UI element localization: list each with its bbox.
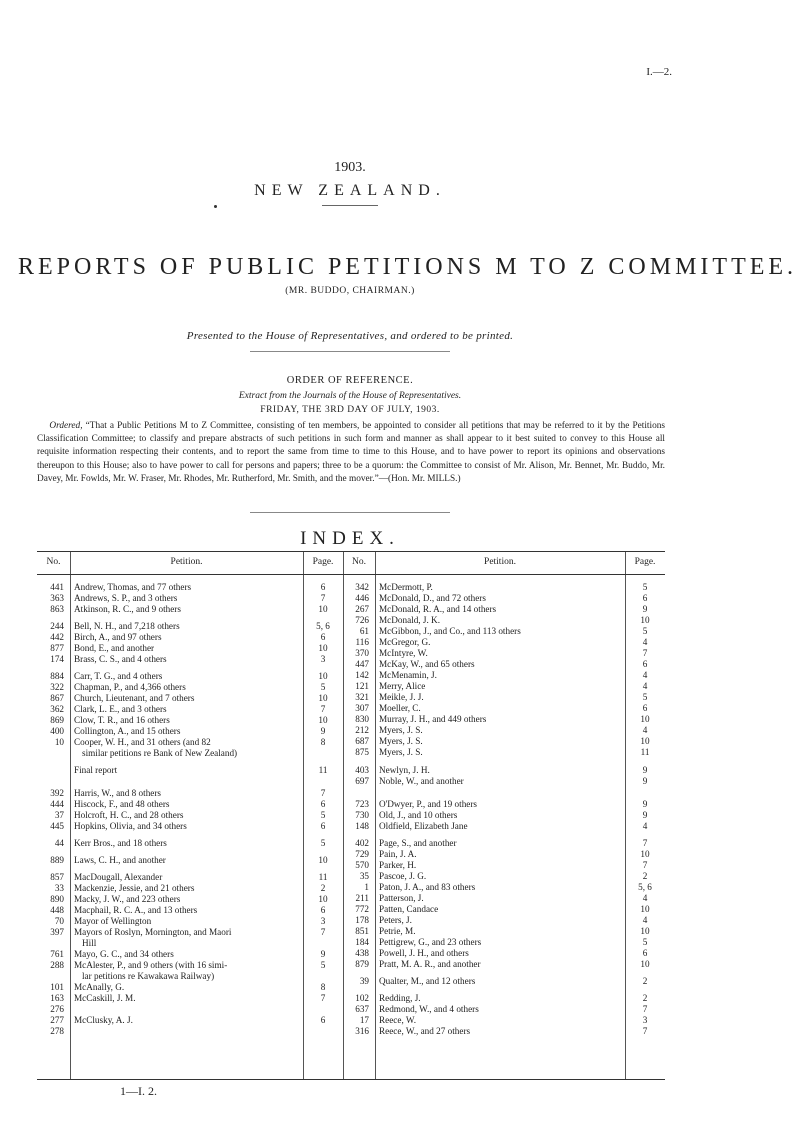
entry-petition: Reece, W., and 27 others <box>379 1026 471 1036</box>
entry-number: 879 <box>355 959 369 969</box>
entry-petition: Old, J., and 10 others <box>379 810 458 820</box>
order-lead: Ordered, <box>49 421 83 431</box>
entry-page: 7 <box>320 704 326 714</box>
entry-page: 3 <box>320 916 326 926</box>
entry-number: 884 <box>50 671 64 681</box>
entry-page: 9 <box>642 604 648 614</box>
entry-number: 445 <box>50 821 64 831</box>
entry-page: 2 <box>642 976 648 986</box>
header-page-right: Page. <box>634 557 656 567</box>
entry-petition: McDonald, D., and 72 others <box>379 593 486 603</box>
entry-petition: Redmond, W., and 4 others <box>379 1004 479 1014</box>
entry-petition: Mayor of Wellington <box>74 916 152 926</box>
entry-number: 442 <box>50 632 64 642</box>
entry-petition: O'Dwyer, P., and 19 others <box>379 799 477 809</box>
entry-number: 184 <box>355 937 369 947</box>
entry-petition: Merry, Alice <box>379 681 426 691</box>
entry-petition: Pain, J. A. <box>379 849 417 859</box>
entry-petition: Mackenzie, Jessie, and 21 others <box>74 883 195 893</box>
entry-number: 875 <box>355 747 369 757</box>
entry-page: 11 <box>640 747 650 757</box>
entry-page: 6 <box>320 632 326 642</box>
entry-page: 10 <box>318 693 328 703</box>
entry-page: 4 <box>642 637 648 647</box>
entry-page: 2 <box>642 871 648 881</box>
entry-page: 6 <box>642 593 648 603</box>
entry-page: 6 <box>320 799 326 809</box>
entry-petition: Newlyn, J. H. <box>379 765 430 775</box>
header-petition-right: Petition. <box>484 557 516 567</box>
entry-number: 863 <box>50 604 64 614</box>
entry-number: 392 <box>50 788 64 798</box>
entry-petition: McCaskill, J. M. <box>74 993 136 1003</box>
entry-number: 397 <box>50 927 64 937</box>
entry-number: 278 <box>50 1026 64 1036</box>
entry-number: 370 <box>355 648 369 658</box>
entry-petition: Oldfield, Elizabeth Jane <box>379 821 468 831</box>
entry-number: 1 <box>364 882 369 892</box>
entry-number: 723 <box>355 799 369 809</box>
entry-number: 44 <box>54 838 64 848</box>
entry-petition: Paton, J. A., and 83 others <box>379 882 476 892</box>
entry-page: 6 <box>320 905 326 915</box>
entry-number: 889 <box>50 855 64 865</box>
entry-petition: McMenamin, J. <box>379 670 437 680</box>
entry-page: 7 <box>320 593 326 603</box>
entry-page: 7 <box>642 1026 648 1036</box>
entry-number: 730 <box>355 810 369 820</box>
entry-petition: Myers, J. S. <box>379 736 423 746</box>
header-petition-left: Petition. <box>170 557 203 567</box>
entry-number: 830 <box>355 714 369 724</box>
entry-page: 5 <box>642 626 648 636</box>
entry-number: 444 <box>50 799 64 809</box>
entry-petition: Pratt, M. A. R., and another <box>379 959 481 969</box>
entry-page: 3 <box>642 1015 648 1025</box>
entry-number: 102 <box>355 993 369 1003</box>
entry-number: 163 <box>50 993 64 1003</box>
entry-page: 6 <box>642 659 648 669</box>
entry-number: 288 <box>50 960 64 970</box>
entry-number: 726 <box>355 615 369 625</box>
entry-petition: Petrie, M. <box>379 926 416 936</box>
entry-petition: Harris, W., and 8 others <box>74 788 162 798</box>
entry-number: 761 <box>50 949 64 959</box>
entry-page: 7 <box>320 788 326 798</box>
entry-number: 10 <box>54 737 64 747</box>
entry-page: 3 <box>320 654 326 664</box>
presented-line: Presented to the House of Representatives, and ordered to be printed. <box>186 330 514 342</box>
entry-page: 10 <box>640 849 650 859</box>
entry-page: 5 <box>320 682 326 692</box>
entry-petition: Hopkins, Olivia, and 34 others <box>74 821 187 831</box>
entry-page: 10 <box>640 959 650 969</box>
entry-number: 211 <box>355 893 369 903</box>
entry-petition: Patten, Candace <box>379 904 439 914</box>
entry-page: 10 <box>318 715 328 725</box>
entry-page: 7 <box>642 648 648 658</box>
entry-petition: Peters, J. <box>379 915 412 925</box>
entry-petition: Reece, W. <box>379 1015 416 1025</box>
entry-number: 212 <box>355 725 369 735</box>
entry-number: 869 <box>50 715 64 725</box>
divider <box>322 205 378 206</box>
entry-page: 9 <box>320 726 326 736</box>
entry-page: 5 <box>320 810 326 820</box>
entry-number: 772 <box>355 904 369 914</box>
order-body <box>37 420 665 486</box>
entry-number: 448 <box>50 905 64 915</box>
column-rule <box>375 552 376 1079</box>
entry-petition: McClusky, A. J. <box>74 1015 133 1025</box>
entry-number: 687 <box>355 736 369 746</box>
entry-number: 363 <box>50 593 64 603</box>
entry-number: 121 <box>355 681 369 691</box>
entry-page: 7 <box>642 860 648 870</box>
entry-page: 6 <box>320 582 326 592</box>
entry-number: 307 <box>355 703 369 713</box>
decorative-dot <box>214 205 217 208</box>
entry-number: 729 <box>355 849 369 859</box>
entry-petition: McAnally, G. <box>74 982 125 992</box>
entry-number: 267 <box>355 604 369 614</box>
entry-petition: Murray, J. H., and 449 others <box>379 714 487 724</box>
entry-number: 403 <box>355 765 369 775</box>
entry-petition: Chapman, P., and 4,366 others <box>74 682 186 692</box>
entry-petition: McGibbon, J., and Co., and 113 others <box>379 626 521 636</box>
entry-number: 867 <box>50 693 64 703</box>
entry-petition: Brass, C. S., and 4 others <box>74 654 167 664</box>
entry-page: 4 <box>642 670 648 680</box>
entry-petition: Bond, E., and another <box>74 643 155 653</box>
entry-number: 400 <box>50 726 64 736</box>
entry-petition: Hiscock, F., and 48 others <box>74 799 170 809</box>
header-no-left: No. <box>46 557 61 567</box>
entry-number: 17 <box>359 1015 369 1025</box>
entry-number: 342 <box>355 582 369 592</box>
entry-page: 9 <box>320 949 326 959</box>
entry-petition: lar petitions re Kawakawa Railway) <box>82 971 215 981</box>
chairman-line: (MR. BUDDO, CHAIRMAN.) <box>285 286 415 296</box>
entry-number: 33 <box>54 883 64 893</box>
column-rule <box>343 552 344 1079</box>
page-id: I.—2. <box>646 66 672 78</box>
entry-page: 5 <box>320 838 326 848</box>
entry-petition: McAlester, P., and 9 others (with 16 simi- <box>74 960 228 970</box>
entry-number: 148 <box>355 821 369 831</box>
entry-petition: McDonald, R. A., and 14 others <box>379 604 497 614</box>
entry-petition: Page, S., and another <box>379 838 457 848</box>
year: 1903. <box>334 160 366 175</box>
entry-number: 174 <box>50 654 64 664</box>
entry-page: 9 <box>642 799 648 809</box>
entry-page: 5, 6 <box>638 882 652 892</box>
entry-petition: Macphail, R. C. A., and 13 others <box>74 905 198 915</box>
entry-page: 9 <box>642 765 648 775</box>
entry-petition: Atkinson, R. C., and 9 others <box>74 604 181 614</box>
entry-page: 10 <box>318 855 328 865</box>
entry-number: 276 <box>50 1004 64 1014</box>
entry-page: 10 <box>640 904 650 914</box>
entry-petition: McIntyre, W. <box>379 648 428 658</box>
order-heading: ORDER OF REFERENCE. <box>286 375 414 386</box>
entry-petition: Mayo, G. C., and 34 others <box>74 949 174 959</box>
entry-number: 39 <box>359 976 369 986</box>
entry-number: 37 <box>54 810 64 820</box>
entry-petition: Bell, N. H., and 7,218 others <box>74 621 180 631</box>
entry-number: 857 <box>50 872 64 882</box>
report-title: REPORTS OF PUBLIC PETITIONS M TO Z COMMITTEE. <box>18 254 797 280</box>
entry-page: 4 <box>642 893 648 903</box>
entry-page: 5 <box>642 937 648 947</box>
entry-page: 5 <box>320 960 326 970</box>
entry-page: 11 <box>318 872 328 882</box>
order-text: “That a Public Petitions M to Z Committee, consisting of ten members, be appointed to consider all petitions that may be referred to it by the Petitions Classification Committee; to classify and prepare abstracts of such petitions in such form and manner as shall appear to it best suited to convey to this House all requisite information respecting their contents, and to report the same from time to time to this House, and to have power to report its opinions and observations thereupon to this House; also to have power to call for persons and papers; three to be a quorum: the Committee to consist of Mr. Alison, Mr. Bennet, Mr. Buddo, Mr. Davey, Mr. Fowlds, Mr. W. Fraser, Mr. Rhodes, Mr. Rutherford, Mr. Smith, and the mover.”—(Hon. Mr. MILLS.) <box>37 421 665 484</box>
entry-petition: Meikle, J. J. <box>379 692 424 702</box>
entry-number: 890 <box>50 894 64 904</box>
entry-petition: McDonald, J. K. <box>379 615 440 625</box>
entry-number: 637 <box>355 1004 369 1014</box>
column-rule <box>70 552 71 1079</box>
entry-number: 851 <box>355 926 369 936</box>
divider <box>250 512 450 513</box>
entry-petition: Moeller, C. <box>379 703 421 713</box>
entry-number: 277 <box>50 1015 64 1025</box>
header-rule <box>37 574 665 575</box>
index-table <box>37 551 665 1080</box>
entry-page: 5, 6 <box>316 621 330 631</box>
header-page-left: Page. <box>312 557 334 567</box>
entry-page: 6 <box>642 948 648 958</box>
entry-petition: Final report <box>74 765 118 775</box>
entry-petition: Cooper, W. H., and 31 others (and 82 <box>74 737 211 747</box>
entry-number: 35 <box>359 871 369 881</box>
entry-page: 10 <box>318 894 328 904</box>
entry-page: 10 <box>640 615 650 625</box>
entry-page: 4 <box>642 915 648 925</box>
entry-page: 7 <box>320 927 326 937</box>
entry-petition: McGregor, G. <box>379 637 431 647</box>
entry-page: 8 <box>320 737 326 747</box>
signature-mark: 1—I. 2. <box>120 1084 157 1098</box>
entry-number: 116 <box>355 637 369 647</box>
entry-number: 61 <box>359 626 369 636</box>
entry-petition: Redding, J. <box>379 993 421 1003</box>
entry-petition: McKay, W., and 65 others <box>379 659 475 669</box>
entry-number: 402 <box>355 838 369 848</box>
entry-number: 438 <box>355 948 369 958</box>
entry-page: 10 <box>318 643 328 653</box>
divider <box>250 351 450 352</box>
entry-page: 9 <box>642 810 648 820</box>
entry-page: 6 <box>320 1015 326 1025</box>
entry-petition: similar petitions re Bank of New Zealand) <box>82 748 238 758</box>
entry-petition: Clow, T. R., and 16 others <box>74 715 170 725</box>
entry-petition: Kerr Bros., and 18 others <box>74 838 167 848</box>
order-extract: Extract from the Journals of the House of Representatives. <box>238 391 462 401</box>
entry-petition: Pettigrew, G., and 23 others <box>379 937 482 947</box>
entry-page: 8 <box>320 982 326 992</box>
entry-page: 5 <box>642 692 648 702</box>
entry-petition: Laws, C. H., and another <box>74 855 166 865</box>
entry-page: 6 <box>642 703 648 713</box>
entry-number: 316 <box>355 1026 369 1036</box>
entry-petition: Holcroft, H. C., and 28 others <box>74 810 184 820</box>
entry-page: 10 <box>318 671 328 681</box>
index-heading: INDEX. <box>300 528 400 549</box>
entry-number: 178 <box>355 915 369 925</box>
entry-number: 362 <box>50 704 64 714</box>
entry-number: 70 <box>54 916 64 926</box>
entry-page: 4 <box>642 681 648 691</box>
entry-petition: Patterson, J. <box>379 893 424 903</box>
entry-petition: Andrew, Thomas, and 77 others <box>74 582 192 592</box>
entry-page: 11 <box>318 765 328 775</box>
entry-petition: Noble, W., and another <box>379 776 464 786</box>
entry-page: 2 <box>320 883 326 893</box>
entry-number: 142 <box>355 670 369 680</box>
entry-petition: Powell, J. H., and others <box>379 948 469 958</box>
entry-petition: Carr, T. G., and 4 others <box>74 671 163 681</box>
entry-page: 9 <box>642 776 648 786</box>
entry-petition: Macky, J. W., and 223 others <box>74 894 181 904</box>
entry-petition: Birch, A., and 97 others <box>74 632 162 642</box>
country: NEW ZEALAND. <box>254 182 446 199</box>
entry-petition: Mayors of Roslyn, Mornington, and Maori <box>74 927 232 937</box>
entry-petition: Collington, A., and 15 others <box>74 726 181 736</box>
entry-number: 697 <box>355 776 369 786</box>
entry-number: 321 <box>355 692 369 702</box>
entry-page: 2 <box>642 993 648 1003</box>
entry-petition: Myers, J. S. <box>379 747 423 757</box>
entry-petition: Myers, J. S. <box>379 725 423 735</box>
entry-petition: McDermott, P. <box>379 582 433 592</box>
entry-page: 7 <box>642 838 648 848</box>
entry-petition: Hill <box>82 938 97 948</box>
entry-number: 441 <box>50 582 64 592</box>
entry-page: 5 <box>642 582 648 592</box>
entry-page: 10 <box>318 604 328 614</box>
entry-page: 6 <box>320 821 326 831</box>
entry-number: 877 <box>50 643 64 653</box>
entry-petition: Church, Lieutenant, and 7 others <box>74 693 195 703</box>
entry-number: 447 <box>355 659 369 669</box>
entry-page: 10 <box>640 926 650 936</box>
entry-number: 244 <box>50 621 64 631</box>
entry-petition: Qualter, M., and 12 others <box>379 976 476 986</box>
entry-petition: MacDougall, Alexander <box>74 872 163 882</box>
header-no-right: No. <box>352 557 366 567</box>
entry-page: 10 <box>640 714 650 724</box>
entry-number: 101 <box>50 982 64 992</box>
entry-page: 7 <box>642 1004 648 1014</box>
entry-page: 4 <box>642 821 648 831</box>
entry-number: 570 <box>355 860 369 870</box>
entry-petition: Pascoe, J. G. <box>379 871 427 881</box>
entry-number: 446 <box>355 593 369 603</box>
entry-petition: Clark, L. E., and 3 others <box>74 704 167 714</box>
order-date: FRIDAY, THE 3RD DAY OF JULY, 1903. <box>260 405 440 415</box>
entry-page: 7 <box>320 993 326 1003</box>
entry-number: 322 <box>50 682 64 692</box>
entry-petition: Andrews, S. P., and 3 others <box>74 593 178 603</box>
entry-page: 4 <box>642 725 648 735</box>
entry-page: 10 <box>640 736 650 746</box>
entry-petition: Parker, H. <box>379 860 417 870</box>
